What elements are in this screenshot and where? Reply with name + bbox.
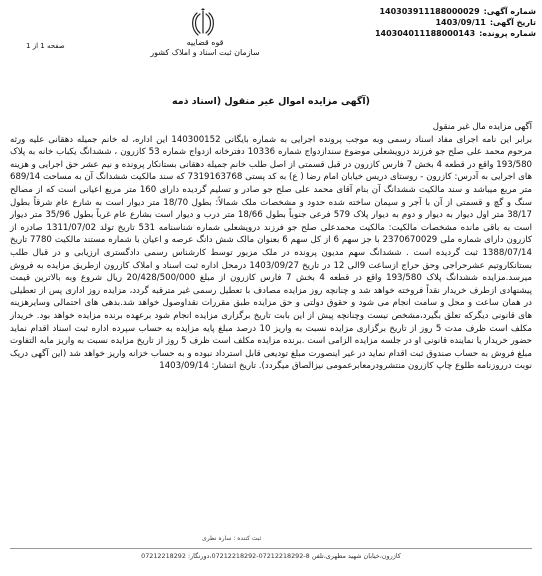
- org-line-1: قوه قضاییه: [186, 38, 224, 47]
- notice-body: [10, 121, 532, 373]
- footer-contact: کازرون،خیابان شهید مطهری،تلفن 8-07212218292-07212218292،دورنگار: 07212218292: [141, 552, 401, 560]
- page-indicator: صفحه 1 از 1: [26, 42, 65, 50]
- notice-paragraph: برابر این نامه اجرای مفاد اسناد رسمی وبه موجب پرونده اجرایی به شماره بایگانی 140300152 این اداره، له خانم جمیله دهقانی علیه ورثه مرحوم محمد علی صلح جو فرزند درویشعلی موضوع سندازدواج شماره 10336 دفترخانه ازدواج شماره 53 کازرون ، ششدانگ یکباب خانه به پلاک 193/580 واقع در قطعه 4 بخش 7 فارس کازرون در قبل قسمتی از اصل طلب خانم جمیله دهقانی بستانکار پرونده و نیم عشر حق اجرایی و هزینه های اجرایی به آدرس: کازرون - روستای دریس خیابان امام رضا ( ع) به کد پستی 7319163768 که سند مالکیت ششدانگ آن به مساحت 689/14 متر مربع میباشد و سند مالکیت ششدانگ آن بنام آقای محمد علی صلح جو صادر و تسلیم گردیده دارای 160 متر مربع اعیانی است که از مصالح سنگ و گچ و قسمتی از آن با آجر و سیمان ساخته شده حدود و مشخصات ملک شمالاً: بطول 18/70 متر دیوار است به شارع عام شرقاً بطول 38/17 متر اول دیوار به دیوار و دوم به دیوار پلاک 579 فرعی جنوباً بطول 18/66 متر درب و دیوار است بشارع عام غرباً بطول 35/96 متر دیوار است به باقی مانده مشخصات مالکیت: مالکیت محمدعلی صلح جو فرزند درویشعلی شماره شناسنامه 531 تاریخ تولد 1311/07/02 صادره از کازرون دارای شماره ملی 2370670029 با جز سهم 6 از کل سهم 6 بعنوان مالک شش دانگ عرصه و اعیان با شماره مستند مالکیت 7780 تاریخ 1388/07/14 ثبت گردیده است . ششدانگ سهم مدیون پرونده در ملک مزبور توسط کارشناس رسمی دادگستری ارزیابی و در قبال طلب بستانکاروتیم عشرحراجی وحق حراج ازساعت 9الی 12 در تاریخ 1403/09/27 درمحل اداره ثبت اسناد و املاک کازرون ازطریق مزایده به فروش میرسد.مزایده ششدانگ پلاک 193/580 واقع در قطعه 4 بخش 7 فارس کازرون از مبلغ 20/428/500/000 ریال شروع وبه بالاترین قیمت پیشنهادی ازطرف خریدار نقداً فروخته خواهد شد و چنانچه روز مزایده مصادف با تعطیل رسمی غیر مترقبه گردد، مزایده روز اداری پس از تعطیلی در همان ساعت و محل و سامت انجام می شود و حقوق دولتی و حق مزایده طبق مقررات نقداوصول خواهد شد.بدهی های احتمالی وسایرهزینه های قانونی دیگرکه تعلق بگیرد،مشخص نیست وچنانچه پیش از این بابت تاریخ برگزاری مزایده انجام شود برعهده برنده مزایده خواهد بود. خریدار مکلف است ظرف مدت 5 روز از تاریخ برگزاری مزایده نسبت به واریز 10 درصد مبلغ پایه مزایده به حساب سپرده اداره ثبت اسناد اقدام نماید حضور خریدار یا نماینده قانونی او در جلسه مزایده الزامی است .برنده مزایده مکلف است ظرف 5 روز از تاریخ مزایده نسبت به واریز مابه التفاوت مبلغ فروش به حساب صندوق ثبت اقدام نماید در غیر اینصورت مبلغ تودیعی قابل استرداد نبوده و به حساب خزانه واریز خواهد شد (این آگهی دریک نوبت درروزنامه طلوع چاپ کازرون منتشرودرمعابرعمومی نیزالصاق میگردد). تاریخ انتشار: 1403/09/14: [10, 134, 533, 372]
- notice-meta: [236, 6, 536, 39]
- org-line-2: سازمان ثبت اسناد و املاک کشور: [150, 48, 260, 57]
- notice-number-label: شماره آگهی:: [483, 7, 536, 16]
- organization-name: [150, 38, 260, 58]
- notice-date: 1403/09/11: [435, 18, 486, 27]
- notice-date-label: تاریخ آگهی:: [489, 18, 536, 27]
- notice-number-row: [236, 6, 536, 17]
- file-number-row: [236, 28, 536, 39]
- registrar-signature: ثبت کننده : ساره نظری: [202, 535, 262, 542]
- iran-emblem-icon: [190, 8, 216, 38]
- footer-divider: [10, 548, 532, 549]
- notice-intro: آگهی مزایده مال غیر منقول: [432, 122, 532, 132]
- notice-title: (آگهی مزایده اموال غیر منقول (اسناد ذمه: [171, 96, 370, 107]
- file-number-label: شماره پرونده:: [479, 29, 536, 38]
- notice-number: 140303911188000029: [379, 7, 480, 16]
- notice-date-row: [236, 17, 536, 28]
- file-number: 140304011188000143: [374, 29, 476, 38]
